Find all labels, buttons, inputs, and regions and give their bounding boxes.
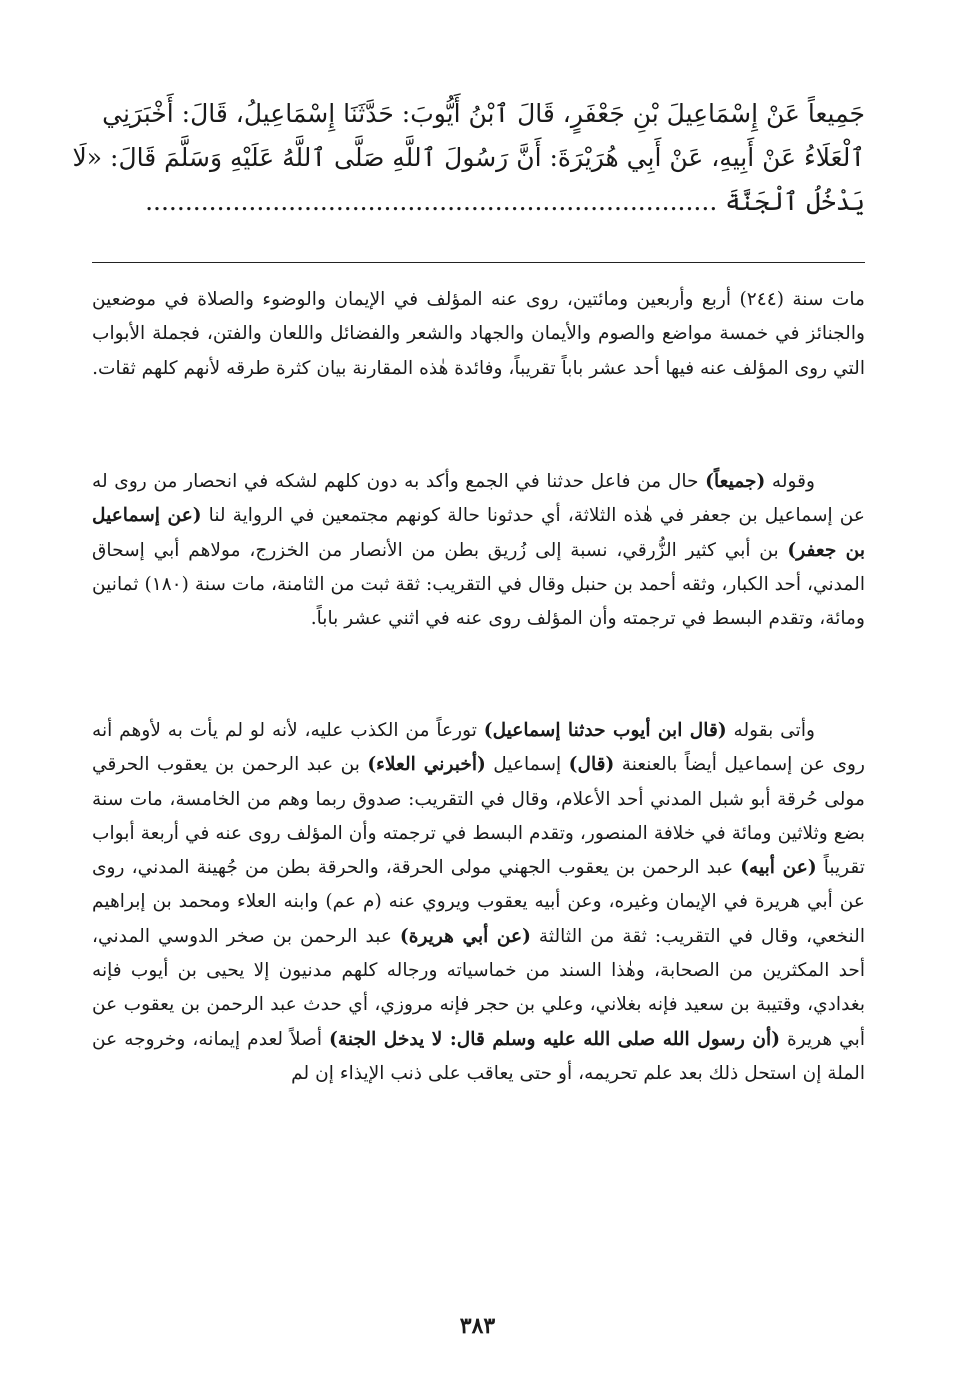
hadith-text [72,92,865,224]
commentary-paragraph-3 [92,714,865,1091]
quoted-term: (عن أبيه) [740,857,817,879]
quoted-term: (أخبرني العلاء) [367,754,486,776]
hadith-line-3: يَدْخُلُ ٱلْجَنَّةَ ........................................................................ [145,187,865,216]
quoted-term: (قال) [568,754,615,776]
paragraph-2-text: حال من فاعل حدثنا في الجمع وأكد به دون كلهم لشكه في انحصار من روى له عن إسماعيل بن جعفر في هٰذه الثلاثة، أي حدثونا حالة كونهم مجتمعين في الرواية لنا [92,471,866,527]
commentary-paragraph-2 [92,465,865,636]
paragraph-3-text: بن عبد الرحمن بن يعقوب الحرقي مولى حُرقة أبو شبل المدني أحد الأعلام، وقال في التقريب: صدوق ربما وهم من الخامسة، مات سنة بضع وثلاثين ومائة في خلافة المنصور، وتقدم البسط في ترجمته وأن المؤلف روى عنه في أربعة أبواب تقريباً [92,754,865,879]
paragraph-3-text: عبد الرحمن بن صخر الدوسي المدني، أحد المكثرين من الصحابة، وهٰذا السند من خماسياته ورجاله كلهم مدنيون إلا يحيى بن أيوب فإنه بغدادي، وقتيبة بن سعيد فإنه بغلاني، وعلي بن حجر فإنه مروزي، أي حدث عبد الرحمن بن يعقوب عن أبي هريرة [92,925,865,1050]
quoted-term: (جميعاً) [705,471,766,492]
paragraph-3-lead: وأتى بقوله [726,720,816,741]
quoted-term: (عن إسماعيل بن جعفر) [92,505,865,561]
hadith-line-2: ٱلْعَلَاءُ عَنْ أَبِيهِ، عَنْ أَبِي هُرَيْرَةَ: أَنَّ رَسُولَ ٱللَّهِ صَلَّى ٱللَّهُ عَلَيْهِ وَسَلَّمَ قَالَ: «لَا [72,143,865,172]
hadith-line-1: جَمِيعاً عَنْ إِسْمَاعِيلَ بْنِ جَعْفَرٍ، قَالَ ٱبْنُ أَيُّوبَ: حَدَّثَنَا إِسْمَاعِيلُ، قَالَ: أَخْبَرَنِي [102,99,865,128]
paragraph-2-text: بن أبي كثير الزُّرقي، نسبة إلى زُريق بطن من الأنصار من الخزرج، مولاهم أبي إسحاق المدني، أحد الكبار، وثقه أحمد بن حنبل وقال في التقريب: ثقة ثبت من الثامنة، مات سنة (١٨٠) ثمانين ومائة، وتقدم البسط في ترجمته وأن المؤلف روى عنه في اثني عشر باباً. [92,539,865,630]
quoted-term: (قال ابن أيوب حدثنا إسماعيل) [483,720,727,741]
paragraph-3-text: إسماعيل [485,754,569,776]
quoted-term: (أن رسول الله صلى الله عليه وسلم قال: لا يدخل الجنة) [329,1028,780,1050]
paragraph-3-text: تورعاً من الكذب عليه، لأنه لو لم يأت به لأوهم أنه روى عن إسماعيل أيضاً بالعنعنة [92,720,865,776]
paragraph-2-lead: وقوله [765,471,815,492]
page-number: ٣٨٣ [459,1313,496,1339]
quoted-term: (عن أبي هريرة) [399,925,531,947]
section-divider [92,262,865,263]
paragraph-3-text: عبد الرحمن بن يعقوب الجهني مولى الحرقة، والحرقة بطن من جُهينة المدني، روى عن أبي هريرة في الإيمان وغيره، وعن أبيه يعقوب ويروي عنه (م عم) وابنه العلاء ومحمد بن إبراهيم النخعي، وقال في التقريب: ثقة من الثالثة [92,857,865,947]
paragraph-1-text: مات سنة (٢٤٤) أربع وأربعين ومائتين، روى عنه المؤلف في الإيمان والوضوء والصلاة في موضعين والجنائز في خمسة مواضع والصوم والأيمان والجهاد والشعر والفضائل واللعان والفتن، فجملة الأبواب التي روى المؤلف عنه فيها أحد عشر باباً تقريباً، وفائدة هٰذه المقارنة بيان كثرة طرقه لأنهم كلهم ثقات. [92,289,865,379]
paragraph-3-text: أصلاً لعدم إيمانه، وخروجه عن الملة إن استحل ذلك بعد علم تحريمه، أو حتى يعاقب على ذنب الإيذاء إن لم [92,1028,865,1084]
commentary-paragraph-1 [92,283,865,386]
